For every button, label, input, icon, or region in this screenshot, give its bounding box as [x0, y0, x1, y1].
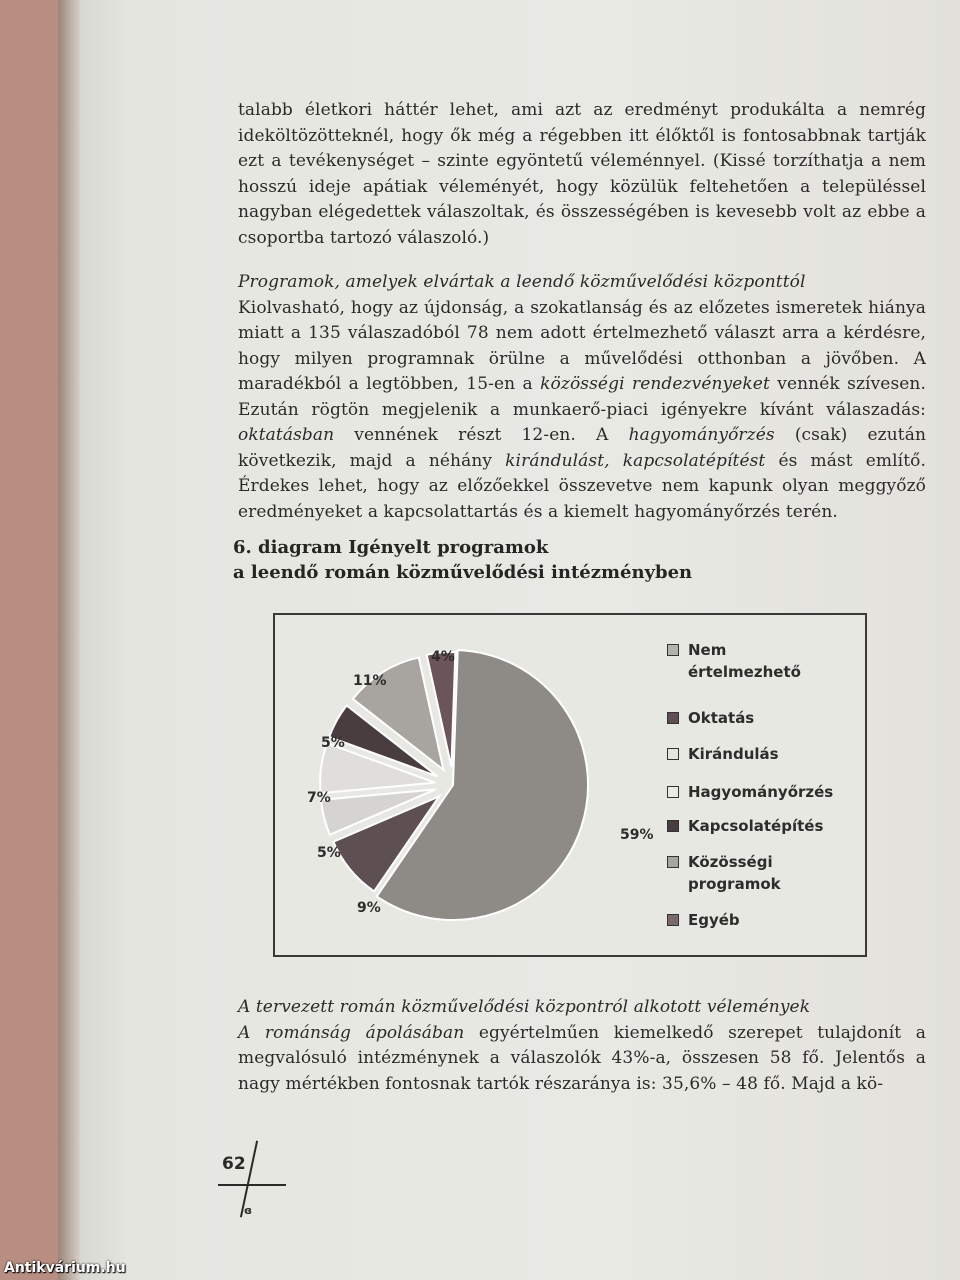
text-run: vennék szívesen. Ezután rögtön megjelenik a munkaerő-piaci igényekre kívánt válaszadás: — [238, 374, 926, 420]
text-run: Kiolvasható, hogy az újdonság, a szokatlanság és az előzetes ismeretek hiánya miatt a 135 válaszadóból 78 nem adott értelmezhető választ arra a kérdésre, hogy milyen programnak örülne a művelődési otthonban a jövőben. A maradékból a legtöbben, 15-en a — [238, 297, 926, 394]
legend-label: Egyéb — [688, 911, 740, 929]
italic-run: oktatásban — [238, 425, 335, 445]
legend-label: Kapcsolatépítés — [688, 817, 824, 835]
pie-chart-frame — [273, 613, 867, 957]
legend-label: Kirándulás — [688, 745, 779, 763]
text-run: (csak) ezután következik, majd a néhány — [238, 425, 926, 471]
legend-label: Hagyományőrzés — [688, 783, 834, 801]
italic-run: közösségi rendezvényeket — [540, 374, 770, 394]
pie-slice-label: 7% — [307, 790, 331, 806]
text-run: és mást említő. Érdekes lehet, hogy az előzőekkel összevetve nem kapunk olyan meggyőző eredményeket a kapcsolattartás és a kiemelt hagyományőrzés terén. — [238, 450, 926, 522]
legend-item — [667, 639, 808, 683]
legend-swatch — [667, 748, 679, 760]
paragraph-opinions — [238, 995, 926, 1097]
pie-slice-label: 5% — [321, 735, 345, 751]
pie-slice-label: 9% — [357, 900, 381, 916]
legend-item — [667, 743, 779, 765]
legend-label: Nem értelmezhető — [688, 641, 801, 681]
pie-chart — [275, 615, 665, 951]
section-heading-opinions: A tervezett román közművelődési központról alkotott vélemények — [238, 997, 811, 1017]
watermark: Antikvárium.hu — [4, 1260, 126, 1276]
legend-item — [667, 909, 740, 931]
legend-label: Oktatás — [688, 709, 755, 727]
pie-slice-label: 4% — [431, 649, 455, 665]
pie-slice-label: 11% — [353, 673, 387, 689]
page-number-mark: ɞ — [244, 1204, 253, 1217]
paragraph-1: talabb életkori háttér lehet, ami azt az eredményt produkálta a nemrég ideköltözötteknél, hogy ők még a régebben itt élőktől is fontosabbnak tartják ezt a tevékenységet – szinte egyöntetű véleménnyel. (Kissé torzíthatja a nem hosszú ideje apátiak véleményét, hogy közülük feltehetően a településsel nagyban elégedettek válaszoltak, és összességében is kevesebb volt az ebbe a csoportba tartozó válaszoló.) — [238, 100, 926, 248]
italic-run: A románság ápolásában — [238, 1022, 465, 1043]
diagram-title-line-1: 6. diagram Igényelt programok — [233, 537, 549, 558]
legend-item — [667, 851, 808, 895]
legend-item — [667, 781, 833, 803]
italic-run: kirándulást, kapcsolatépítést — [505, 450, 766, 471]
page-number: 62 — [222, 1154, 246, 1174]
italic-run: hagyományőrzés — [628, 425, 775, 445]
diagram-title-line-2: a leendő román közművelődési intézményben — [233, 562, 693, 583]
paragraph-programs — [238, 270, 926, 525]
text-run: vennének részt 12-en. A — [334, 425, 629, 445]
pie-slice-label: 5% — [317, 845, 341, 861]
legend-swatch — [667, 820, 679, 832]
text-run: egyértelműen kiemelkedő szerepet tulajdonít a megvalósuló intézménynek a válaszolók 43%-a, összesen 58 fő. Jelentős a nagy mértékben fontosnak tartók részaránya is: 35,6% – 48 fő. Majd a kö- — [238, 1022, 926, 1094]
legend-swatch — [667, 644, 679, 656]
diagram-title — [233, 535, 692, 585]
legend-swatch — [667, 856, 679, 868]
legend-swatch — [667, 712, 679, 724]
legend-item — [667, 815, 823, 837]
legend-label: Közösségi programok — [688, 853, 781, 893]
section-heading-programs: Programok, amelyek elvártak a leendő közművelődési központtól — [238, 272, 806, 292]
legend-swatch — [667, 786, 679, 798]
legend-item — [667, 707, 754, 729]
legend-swatch — [667, 914, 679, 926]
page-number-ornament-horizontal — [218, 1184, 286, 1186]
pie-slice-label: 59% — [620, 827, 654, 843]
